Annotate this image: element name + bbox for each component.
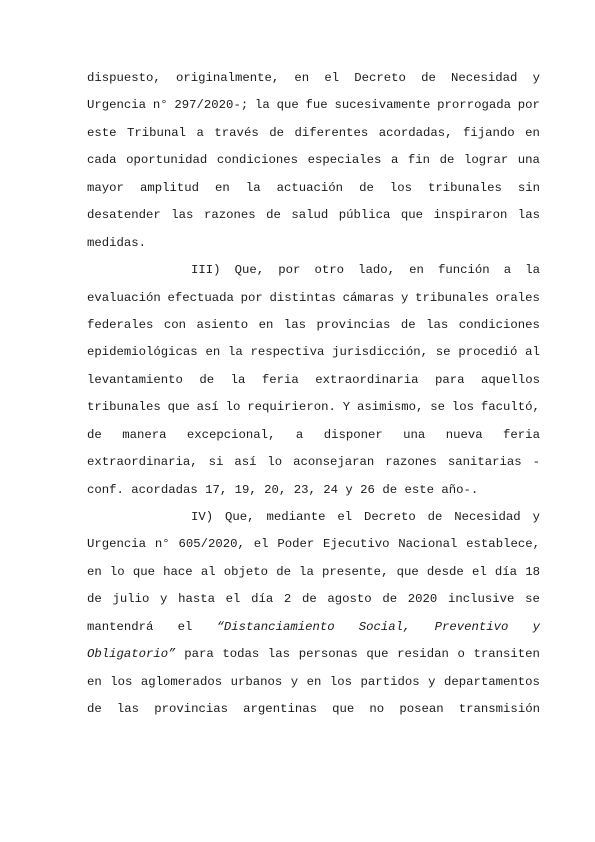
word: Ejecutivo	[323, 537, 390, 552]
word: manera	[122, 427, 167, 442]
word: través	[214, 125, 259, 140]
text-line	[87, 669, 540, 696]
word: lo	[225, 400, 241, 415]
word: “Distanciamiento	[216, 619, 335, 634]
word: transmisión	[458, 702, 540, 717]
word: desatender	[87, 208, 161, 223]
word: respectiva	[250, 345, 325, 360]
word: lo	[109, 564, 125, 579]
word: III)	[191, 263, 221, 278]
word: los	[389, 180, 412, 195]
word: y	[532, 71, 540, 85]
word: procedió	[458, 345, 518, 360]
word: Decreto	[354, 71, 406, 85]
word: que	[366, 647, 389, 662]
word: en	[294, 71, 310, 85]
word: la	[228, 345, 243, 360]
word: 605/2020,	[178, 537, 245, 552]
word: 23,	[293, 482, 316, 497]
text-line	[87, 147, 540, 174]
word: orales	[495, 290, 540, 305]
word: nueva	[445, 427, 483, 442]
word: cada	[87, 153, 117, 168]
text-line	[87, 696, 540, 723]
word: Social,	[358, 619, 411, 634]
word: con	[163, 317, 187, 332]
word: mantendrá	[87, 619, 154, 634]
word: una	[517, 153, 540, 168]
word: dispuesto,	[87, 71, 161, 85]
word: a	[503, 263, 512, 278]
word: federales	[87, 317, 154, 332]
word: todas	[222, 647, 260, 662]
word: hasta	[178, 592, 215, 607]
word: provincias	[154, 702, 229, 717]
word: en	[525, 125, 540, 140]
text-line	[87, 449, 540, 476]
word: hace	[163, 564, 193, 579]
word: y	[401, 290, 409, 305]
word: mediante	[266, 510, 326, 524]
word: la	[299, 564, 314, 579]
word: de	[199, 372, 215, 387]
word: 2	[283, 592, 292, 607]
text-line	[87, 175, 540, 202]
word: el	[337, 510, 353, 524]
word: argentinas	[243, 702, 317, 717]
word: mayor	[87, 180, 124, 195]
word: razones	[385, 455, 437, 470]
word: en	[409, 263, 424, 278]
word: la	[230, 372, 246, 387]
text-line	[87, 531, 540, 558]
word: IV)	[191, 510, 214, 524]
word: conf.	[87, 482, 124, 497]
word: provincias	[316, 317, 391, 332]
word: 19,	[234, 482, 257, 497]
text-line	[87, 65, 540, 92]
text-line	[87, 477, 540, 504]
word: fin	[407, 153, 431, 168]
word: que	[132, 564, 155, 579]
word: Necesidad	[454, 510, 521, 524]
body-text	[87, 65, 540, 724]
word: departamentos	[443, 674, 540, 689]
word: día	[494, 564, 518, 579]
word: 2020	[407, 592, 438, 607]
word: la	[525, 263, 540, 278]
word: el	[471, 564, 487, 579]
word: en	[87, 564, 102, 579]
word: partidos	[360, 674, 420, 689]
word: lo	[267, 455, 283, 470]
word: el	[253, 537, 269, 552]
word: de	[439, 153, 455, 168]
word: de	[266, 208, 281, 223]
word: Necesidad	[451, 71, 518, 85]
word: medidas.	[87, 235, 147, 250]
word: especiales	[307, 153, 382, 168]
text-line	[87, 257, 540, 284]
word: Preventivo	[434, 619, 509, 634]
word: las	[283, 317, 307, 332]
text-line	[87, 312, 540, 339]
text-line	[87, 339, 540, 366]
word: establece,	[466, 537, 540, 552]
word: sin	[517, 180, 540, 195]
word: razones	[203, 208, 256, 223]
word: Que,	[225, 510, 255, 524]
word: este	[87, 125, 117, 140]
word: extraordinaria,	[87, 455, 198, 470]
word: por	[240, 290, 263, 305]
word: de	[400, 317, 416, 332]
word: a	[196, 125, 204, 140]
text-line	[87, 559, 540, 586]
word: aconsejaran	[293, 455, 375, 470]
text-line	[87, 120, 540, 147]
word: 18	[525, 564, 540, 579]
word: día	[251, 592, 274, 607]
word: tribunales	[87, 400, 161, 415]
text-line	[87, 285, 540, 312]
word: el	[225, 592, 241, 607]
word: de	[269, 125, 284, 140]
word: función	[437, 263, 490, 278]
word: distintas	[269, 290, 336, 305]
word: que	[276, 98, 299, 113]
word: que	[332, 702, 355, 717]
word: condiciones	[458, 317, 540, 332]
word: diferentes	[294, 125, 369, 140]
word: agosto	[327, 592, 372, 607]
word: tribunales	[428, 180, 502, 195]
word: facultó,	[480, 400, 540, 415]
text-line	[87, 394, 540, 421]
word: y	[290, 674, 299, 689]
word: y	[160, 592, 168, 607]
text-line	[87, 586, 540, 613]
word: de	[301, 592, 317, 607]
word: n°	[152, 98, 168, 113]
word: así	[234, 455, 257, 470]
word: y	[428, 674, 436, 689]
word: Y	[342, 400, 351, 415]
text-line	[87, 641, 540, 668]
word: la	[245, 180, 261, 195]
text-line	[87, 504, 540, 531]
word: feria	[503, 427, 540, 442]
word: 24	[323, 482, 338, 497]
word: los	[329, 674, 353, 689]
word: fue	[305, 98, 328, 113]
word: de	[359, 180, 374, 195]
word: lado,	[358, 263, 396, 278]
word: Urgencia	[87, 98, 147, 113]
word: asimismo,	[356, 400, 424, 415]
word: de	[87, 427, 102, 442]
word: efectuada	[167, 290, 234, 305]
word: de	[87, 592, 102, 607]
word: este	[404, 482, 435, 497]
word: jurisdicción,	[332, 345, 429, 360]
word: asiento	[196, 317, 249, 332]
word: una	[403, 427, 426, 442]
word: a	[295, 427, 304, 442]
word: 297/2020-;	[174, 98, 249, 113]
word: por	[278, 263, 301, 278]
word: al	[525, 345, 540, 360]
word: julio	[112, 592, 150, 607]
word: inspiraron	[433, 208, 508, 223]
word: evaluación	[87, 290, 161, 305]
word: las	[267, 647, 291, 662]
word: originalmente,	[175, 71, 280, 85]
word: presente,	[322, 564, 389, 579]
word: se	[435, 345, 451, 360]
word: Obligatorio”	[87, 647, 176, 662]
word: las	[171, 208, 194, 223]
word: 26	[360, 482, 375, 497]
word: urbanos	[230, 674, 283, 689]
word: 20,	[264, 482, 287, 497]
word: pública	[338, 208, 391, 223]
text-line	[87, 422, 540, 449]
word: Tribunal	[127, 125, 187, 140]
word: y	[532, 510, 540, 524]
word: a	[390, 153, 399, 168]
word: fijando	[463, 125, 515, 140]
word: acordadas,	[378, 125, 453, 140]
word: de	[382, 482, 398, 497]
word: no	[369, 702, 385, 717]
word: de	[382, 592, 398, 607]
word: n°	[154, 537, 170, 552]
word: que	[396, 564, 419, 579]
word: disponer	[323, 427, 383, 442]
text-line	[87, 92, 540, 119]
word: por	[517, 98, 540, 113]
word: en	[87, 674, 102, 689]
word: que	[167, 400, 190, 415]
word: las	[517, 208, 540, 223]
word: Poder	[277, 537, 315, 552]
word: extraordinaria	[315, 372, 419, 387]
word: sanitarias	[447, 455, 522, 470]
word: residan	[397, 647, 449, 662]
word: oportunidad	[126, 153, 208, 168]
word: los	[451, 400, 474, 415]
word: acordadas	[131, 482, 198, 497]
word: se	[430, 400, 445, 415]
word: el	[177, 619, 193, 634]
word: y	[345, 482, 353, 497]
word: salud	[291, 208, 329, 223]
word: transiten	[473, 647, 540, 662]
word: para	[184, 647, 214, 662]
word: requirieron.	[247, 400, 336, 415]
word: en	[258, 317, 274, 332]
text-line	[87, 367, 540, 394]
word: 17,	[205, 482, 228, 497]
word: objeto	[223, 564, 269, 579]
text-line	[87, 202, 540, 229]
word: Nacional	[398, 537, 458, 552]
word: en	[306, 674, 322, 689]
word: las	[426, 317, 449, 332]
word: de	[276, 564, 291, 579]
word: posean	[399, 702, 444, 717]
word: sucesivamente	[334, 98, 431, 113]
word: lograr	[463, 153, 509, 168]
word: Decreto	[364, 510, 416, 524]
word: de	[87, 702, 102, 717]
word: las	[116, 702, 140, 717]
word: amplitud	[139, 180, 199, 195]
word: de	[427, 510, 443, 524]
word: y	[532, 619, 540, 634]
word: personas	[298, 647, 358, 662]
word: año-.	[441, 482, 479, 497]
word: excepcional,	[186, 427, 276, 442]
word: otro	[314, 263, 345, 278]
word: actuación	[276, 180, 344, 195]
word: en	[205, 345, 221, 360]
word: se	[525, 592, 540, 607]
word: el	[324, 71, 340, 85]
word: en	[215, 180, 230, 195]
word: así	[196, 400, 219, 415]
word: prorrogada	[437, 98, 511, 113]
word: Que,	[234, 263, 265, 278]
word: o	[457, 647, 465, 662]
word: los	[110, 674, 133, 689]
word: de	[421, 71, 436, 85]
word: si	[208, 455, 224, 470]
word: epidemiológicas	[87, 345, 198, 360]
text-line	[87, 614, 540, 641]
word: condiciones	[216, 153, 299, 168]
word: cámaras	[342, 290, 395, 305]
word: -	[532, 455, 540, 470]
word: desde	[426, 564, 464, 579]
word: tribunales	[415, 290, 489, 305]
word: aglomerados	[140, 674, 223, 689]
word: al	[200, 564, 216, 579]
word: que	[400, 208, 424, 223]
word: aquellos	[480, 372, 540, 387]
word: feria	[261, 372, 299, 387]
word: para	[434, 372, 465, 387]
text-line	[87, 230, 540, 257]
word: inclusive	[448, 592, 515, 607]
word: la	[255, 98, 270, 113]
word: Urgencia	[87, 537, 147, 552]
word: levantamiento	[87, 372, 183, 387]
